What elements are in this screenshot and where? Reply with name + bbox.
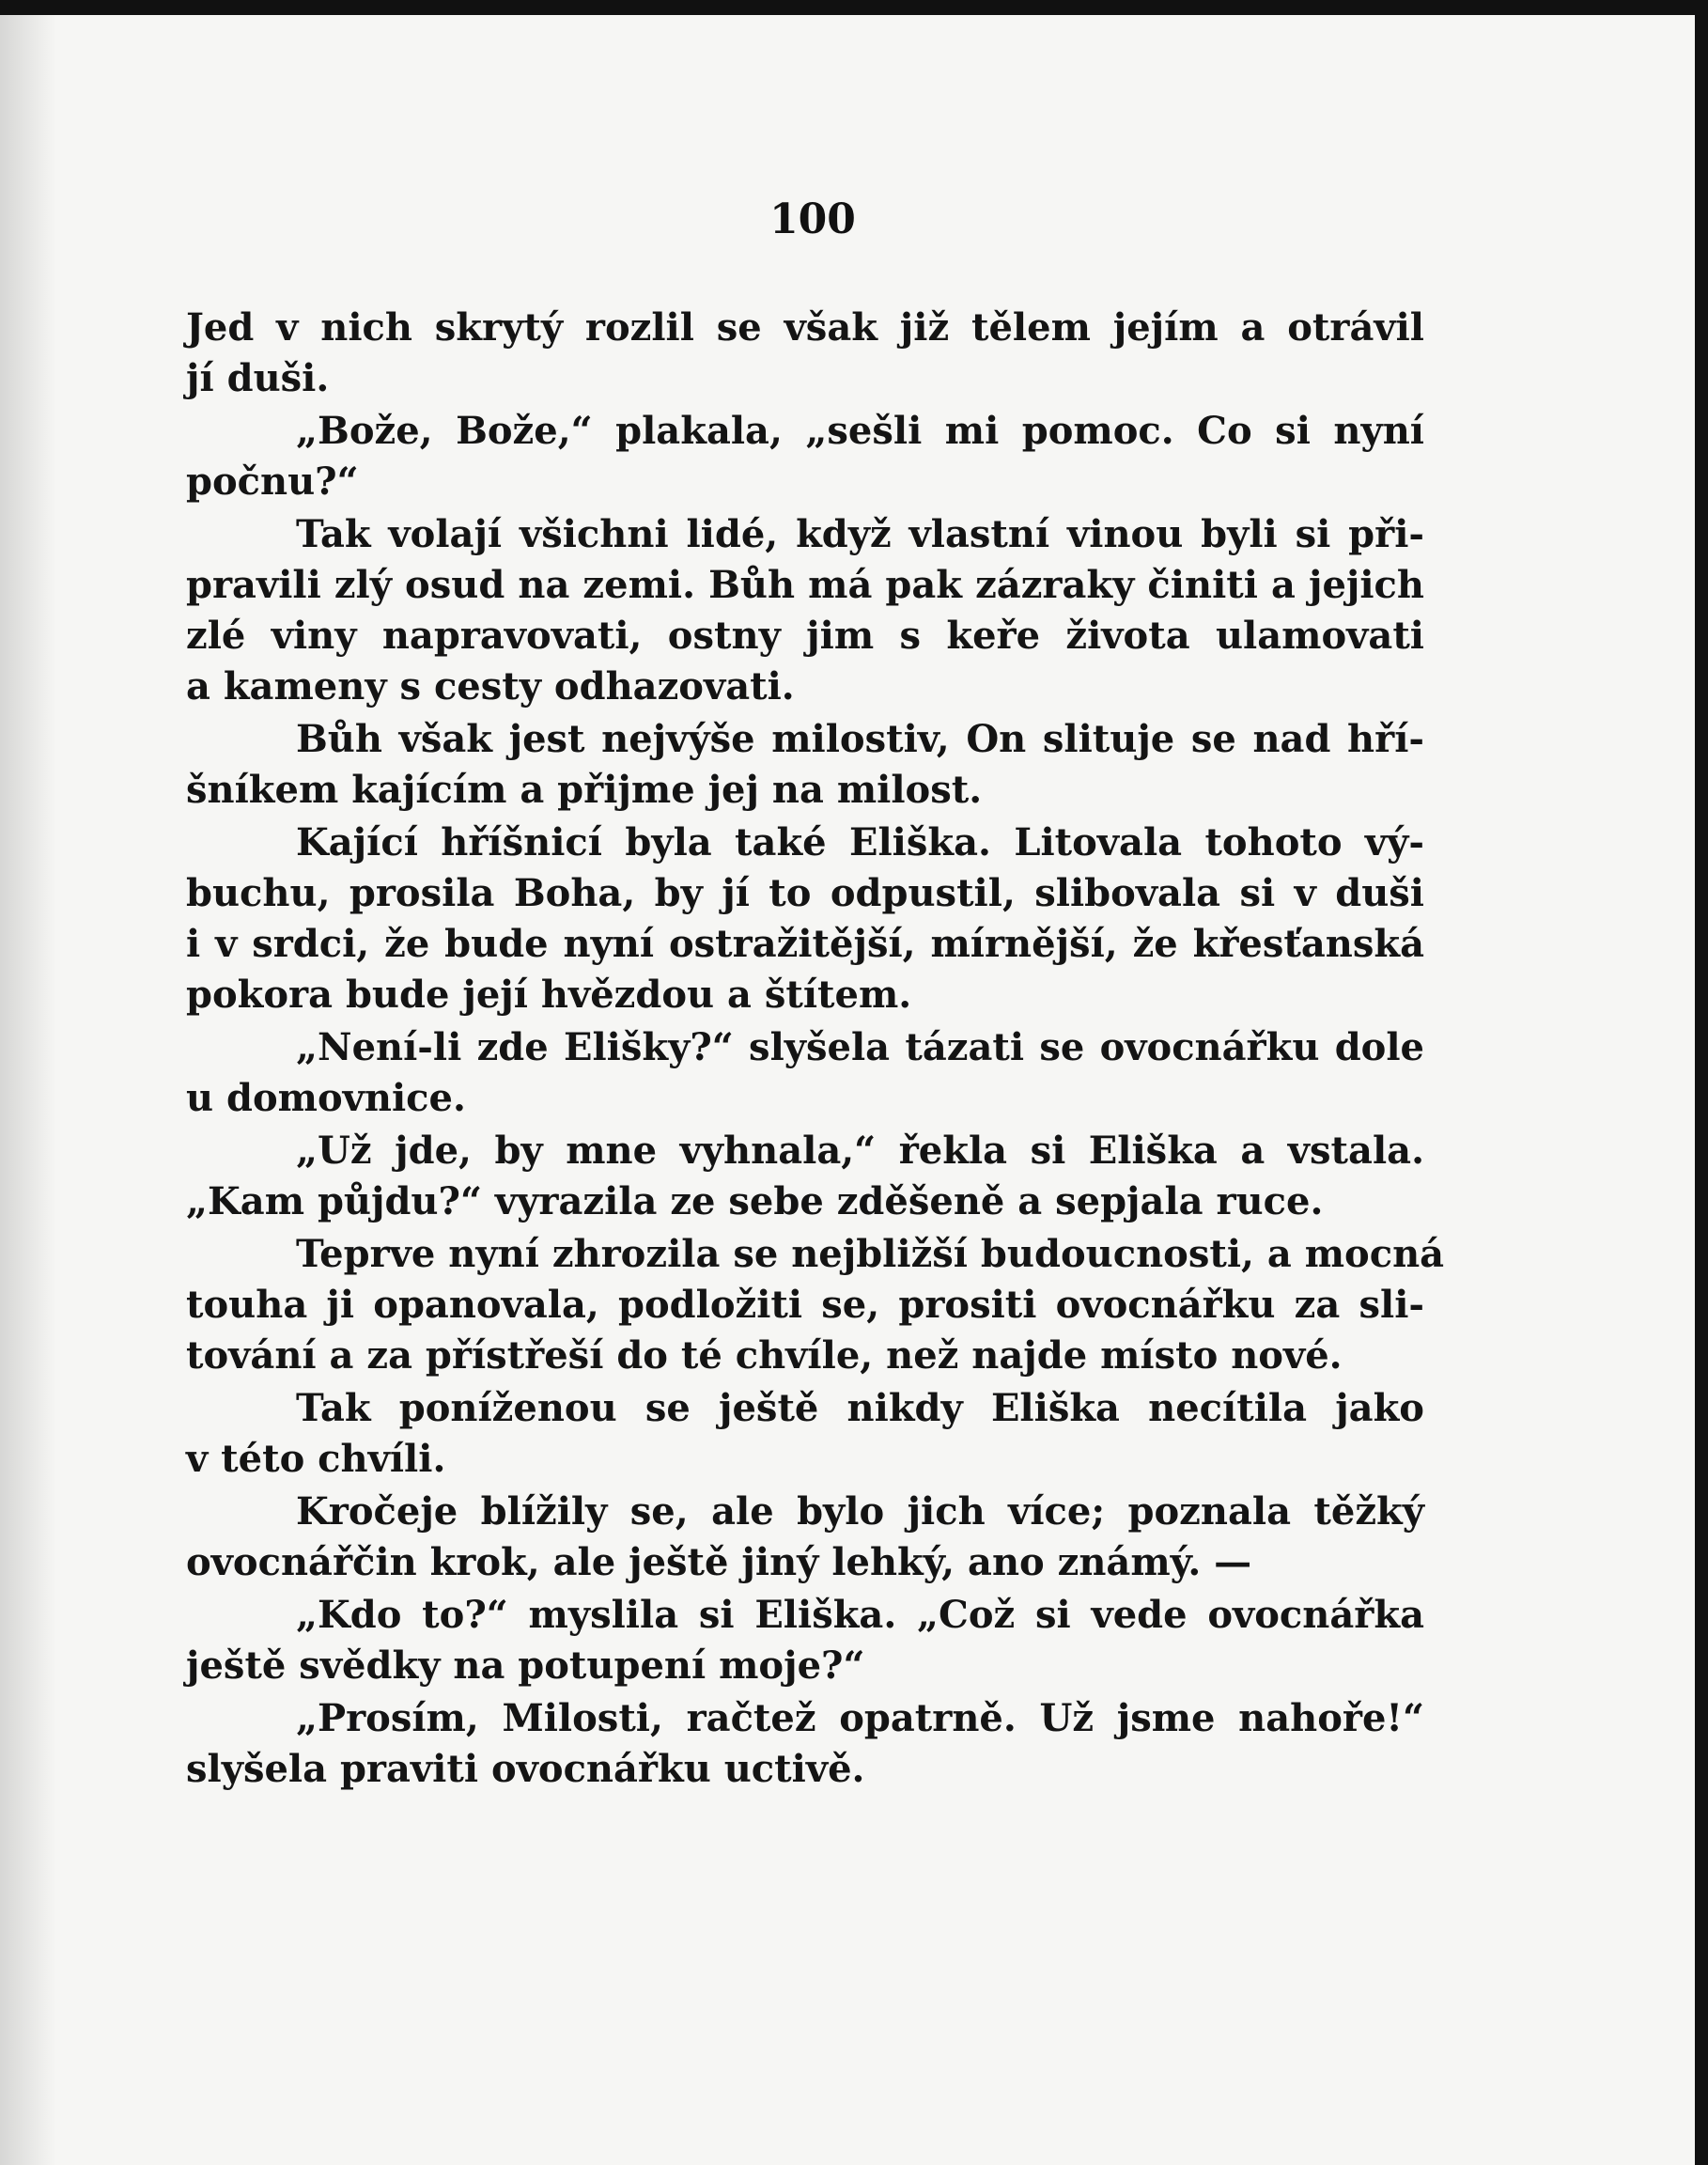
text-line: Teprve nyní zhrozila se nejbližší budoucnosti, a mocná [296, 1232, 1445, 1276]
text-line: „Kdo to?“ myslila si Eliška. „Což si vede ovocnářka [296, 1593, 1424, 1637]
text-line: zlé viny napravovati, ostny jim s keře života ulamovati [186, 614, 1424, 658]
text-line: a kameny s cesty odhazovati. [186, 664, 795, 709]
text-line: „Kam půjdu?“ vyrazila ze sebe zděšeně a sepjala ruce. [186, 1179, 1324, 1223]
text-line: „Bože, Bože,“ plakala, „sešli mi pomoc. Co si nyní [296, 409, 1424, 453]
text-line: Jed v nich skrytý rozlil se však již tělem jejím a otrávil [186, 305, 1424, 350]
paragraph [186, 303, 1424, 404]
text-line: počnu?“ [186, 459, 359, 504]
text-line: Tak poníženou se ještě nikdy Eliška necítila jako [296, 1386, 1424, 1430]
text-line: „Není-li zde Elišky?“ slyšela tázati se ovocnářku dole [296, 1025, 1424, 1069]
text-line: ještě svědky na potupení moje?“ [186, 1643, 865, 1688]
text-line: Bůh však jest nejvýše milostiv, On slituje se nad hří- [296, 717, 1424, 761]
scan-top-border [0, 0, 1708, 15]
text-line: šníkem kajícím a přijme jej na milost. [186, 768, 983, 812]
paragraph [186, 1590, 1424, 1691]
text-line: „Prosím, Milosti, račtež opatrně. Už jsme nahoře!“ [296, 1696, 1424, 1740]
text-line: touha ji opanovala, podložiti se, prositi ovocnářku za sli- [186, 1283, 1424, 1327]
text-line: Kročeje blížily se, ale bylo jich více; poznala těžký [296, 1489, 1424, 1534]
text-line: v této chvíli. [186, 1437, 446, 1481]
text-line: „Už jde, by mne vyhnala,“ řekla si Eliška a vstala. [296, 1129, 1424, 1173]
text-line: ovocnářčin krok, ale ještě jiný lehký, ano známý. — [186, 1540, 1252, 1584]
text-line: tování a za přístřeší do té chvíle, než najde místo nové. [186, 1333, 1343, 1378]
body-text [186, 303, 1445, 1797]
paragraph [186, 1022, 1424, 1124]
paragraph [186, 1487, 1424, 1588]
text-line: Tak volají všichni lidé, když vlastní vinou byli si při- [296, 512, 1424, 556]
paragraph [186, 509, 1424, 712]
page-number: 100 [769, 195, 856, 243]
paragraph [186, 1126, 1424, 1227]
text-line: pravili zlý osud na zemi. Bůh má pak zázraky činiti a jejich [186, 563, 1424, 607]
text-line: jí duši. [186, 356, 330, 400]
paragraph [186, 714, 1424, 816]
paragraph [186, 1383, 1424, 1485]
page-gutter-shadow [0, 0, 56, 2165]
paragraph [186, 406, 1424, 507]
text-line: buchu, prosila Boha, by jí to odpustil, slibovala si v duši [186, 871, 1424, 915]
text-line: slyšela praviti ovocnářku uctivě. [186, 1747, 865, 1791]
paragraph [186, 818, 1424, 1020]
text-line: i v srdci, že bude nyní ostražitější, mírnější, že křesťanská [186, 922, 1424, 966]
paragraph [186, 1229, 1445, 1381]
text-line: pokora bude její hvězdou a štítem. [186, 973, 912, 1017]
text-line: u domovnice. [186, 1076, 466, 1120]
paragraph [186, 1693, 1424, 1795]
text-line: Kající hříšnicí byla také Eliška. Litovala tohoto vý- [296, 820, 1424, 864]
scan-right-border [1695, 0, 1708, 2165]
